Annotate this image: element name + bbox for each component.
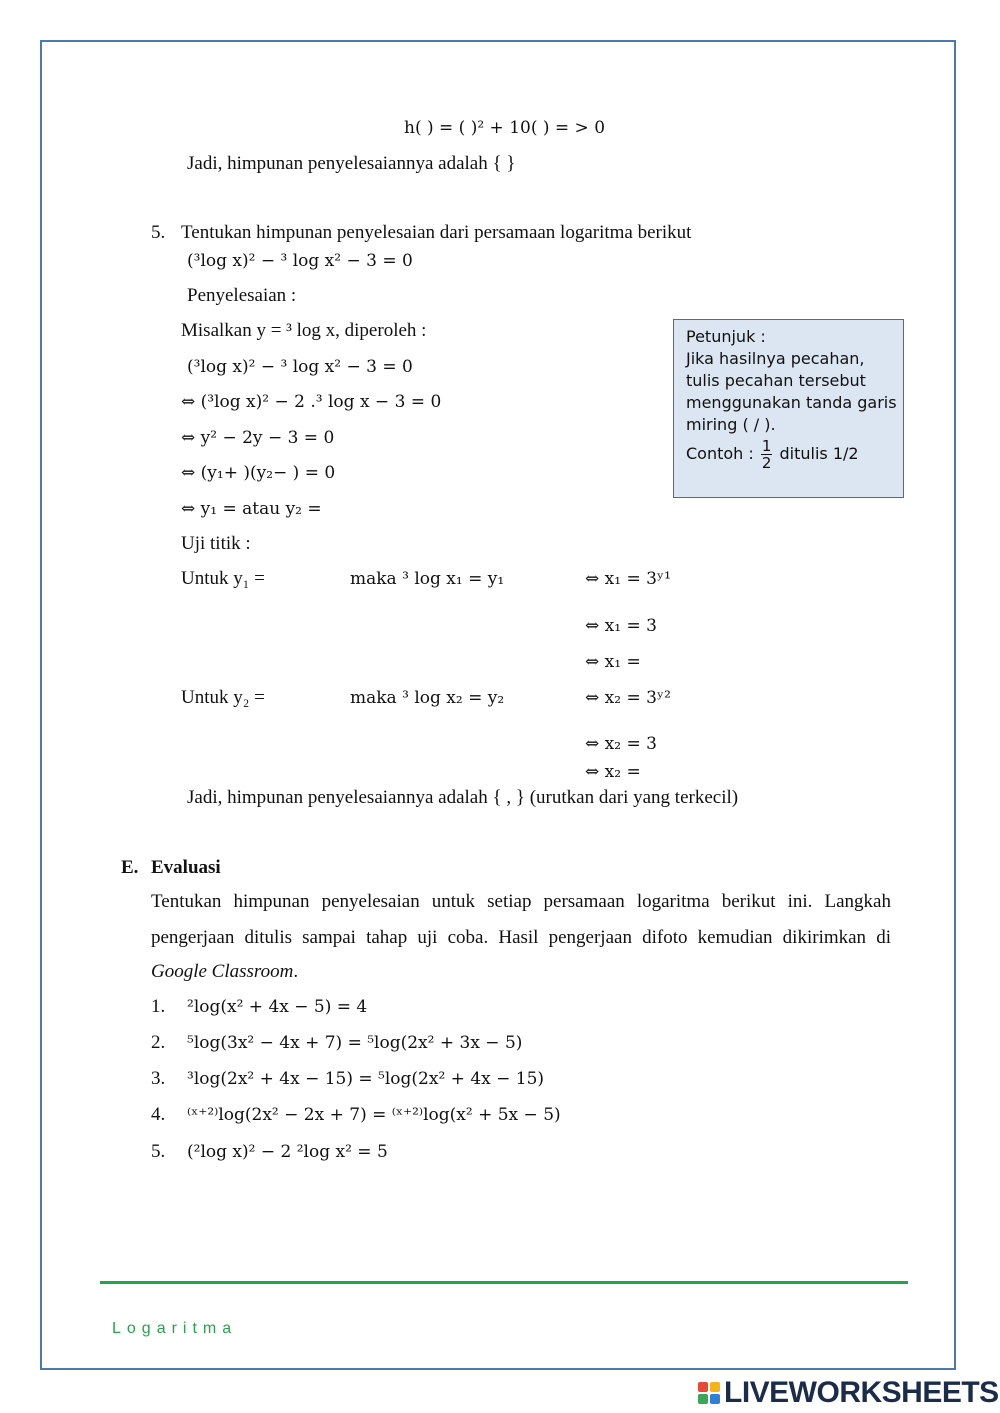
y1-step-2: ⇔ x₁ = 3 [585, 616, 657, 636]
substitution-line: Misalkan y = ³ log x, diperoleh : [181, 320, 427, 341]
hint-line-2: tulis pecahan tersebut [686, 371, 866, 390]
problem5-statement: Tentukan himpunan penyelesaian dari persamaan logaritma berikut [181, 222, 692, 243]
top-conclusion: Jadi, himpunan penyelesaiannya adalah { } [187, 153, 516, 174]
problem5-equation: (³log x)² − ³ log x² − 3 = 0 [187, 251, 413, 271]
section-title: Evaluasi [151, 857, 221, 878]
step-2: ⇔ (³log x)² − 2 .³ log x − 3 = 0 [181, 392, 442, 412]
eval-item-2-num: 2. [151, 1032, 166, 1053]
hint-example-prefix: Contoh : [686, 444, 754, 463]
footer-rule [100, 1281, 908, 1284]
test-label: Uji titik : [181, 533, 251, 554]
solution-label: Penyelesaian : [187, 285, 297, 306]
y2-step-3: ⇔ x₂ = [585, 762, 641, 782]
eval-item-3-expr: ³log(2x² + 4x − 15) = ⁵log(2x² + 4x − 15) [187, 1069, 545, 1089]
instruction-line-2: pengerjaan ditulis sampai tahap uji coba. Hasil pengerjaan difoto kemudian dikirimkan di [151, 927, 891, 948]
eval-item-5-expr: (²log x)² − 2 ²log x² = 5 [187, 1142, 388, 1162]
step-4: ⇔ (y₁+ )(y₂− ) = 0 [181, 463, 336, 483]
h-check-line: h( ) = ( )² + 10( ) = > 0 [404, 118, 606, 138]
hint-box [673, 319, 904, 498]
y1-label: Untuk y₁ = [181, 568, 265, 589]
eval-item-4-num: 4. [151, 1104, 166, 1125]
y2-label: Untuk y₂ = [181, 687, 265, 708]
y2-step-2: ⇔ x₂ = 3 [585, 734, 657, 754]
step-3: ⇔ y² − 2y − 3 = 0 [181, 428, 335, 448]
instruction-period: . [293, 961, 299, 982]
problem5-number: 5. [151, 222, 166, 243]
y1-maka: maka ³ log x₁ = y₁ [350, 569, 505, 589]
fraction-denominator: 2 [761, 454, 772, 472]
problem5-conclusion: Jadi, himpunan penyelesaiannya adalah { , } (urutkan dari yang terkecil) [187, 787, 739, 808]
eval-item-5-num: 5. [151, 1141, 166, 1162]
logo-square-yellow [710, 1382, 720, 1392]
hint-example-suffix: ditulis 1/2 [779, 444, 859, 463]
footer-title: Logaritma [112, 1320, 238, 1337]
eval-item-1-num: 1. [151, 996, 166, 1017]
logo-text: LIVEWORKSHEETS [724, 1376, 999, 1409]
eval-item-2-expr: ⁵log(3x² − 4x + 7) = ⁵log(2x² + 3x − 5) [187, 1033, 523, 1053]
eval-item-4-expr: ⁽ˣ⁺²⁾log(2x² − 2x + 7) = ⁽ˣ⁺²⁾log(x² + 5x − 5) [187, 1105, 561, 1125]
eval-item-1-expr: ²log(x² + 4x − 5) = 4 [187, 997, 368, 1017]
instruction-line-3 [151, 960, 298, 984]
eval-item-3-num: 3. [151, 1068, 166, 1089]
section-letter: E. [121, 857, 139, 878]
logo-squares-icon [698, 1382, 720, 1404]
instruction-line-1: Tentukan himpunan penyelesaian untuk setiap persamaan logaritma berikut ini. Langkah [151, 891, 891, 912]
y1-step-3: ⇔ x₁ = [585, 652, 641, 672]
hint-line-3: menggunakan tanda garis [686, 393, 897, 412]
logo-square-blue [710, 1394, 720, 1404]
hint-example [686, 438, 893, 471]
y2-step-1: ⇔ x₂ = 3ʸ² [585, 688, 671, 708]
hint-line-4: miring ( / ). [686, 415, 776, 434]
hint-title: Petunjuk : [686, 327, 766, 346]
platform-name: Google Classroom [151, 961, 294, 982]
y2-maka: maka ³ log x₂ = y₂ [350, 688, 505, 708]
logo-square-red [698, 1382, 708, 1392]
step-1: (³log x)² − ³ log x² − 3 = 0 [187, 357, 413, 377]
hint-fraction [761, 438, 773, 471]
hint-line-1: Jika hasilnya pecahan, [686, 349, 865, 368]
step-5: ⇔ y₁ = atau y₂ = [181, 499, 322, 519]
y1-step-1: ⇔ x₁ = 3ʸ¹ [585, 569, 671, 589]
fraction-numerator: 1 [761, 437, 772, 455]
liveworksheets-logo [698, 1377, 999, 1409]
logo-square-green [698, 1394, 708, 1404]
